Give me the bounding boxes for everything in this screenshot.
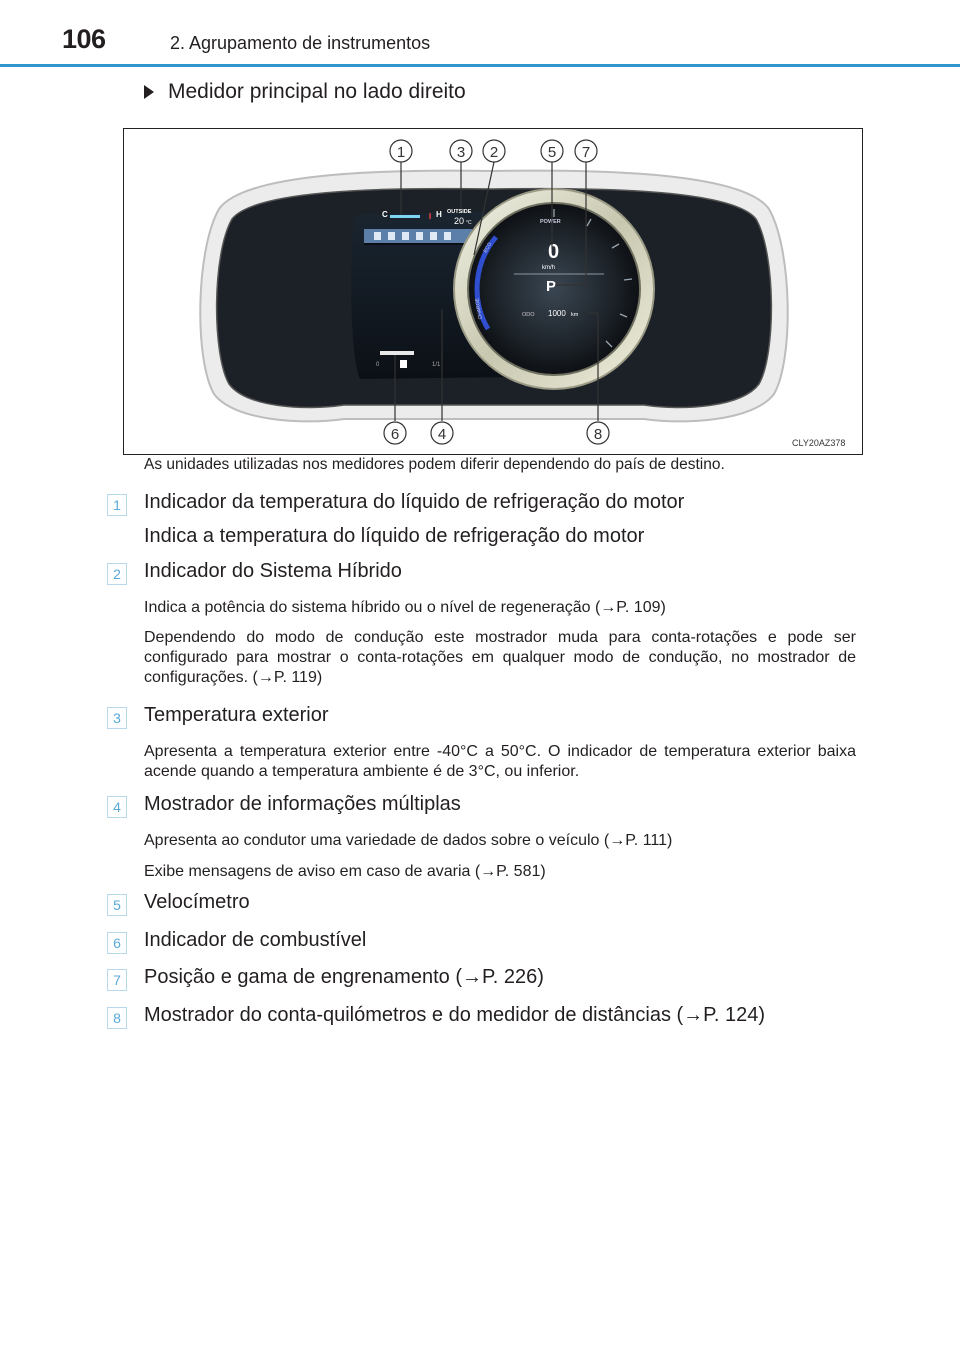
item-title: Indicador do Sistema Híbrido <box>144 560 402 582</box>
figure-caption: As unidades utilizadas nos medidores podem diferir dependendo do país de destino. <box>144 456 725 473</box>
item-description: Apresenta ao condutor uma variedade de dados sobre o veículo (→P. 111) <box>144 832 673 849</box>
callout-3: 3 <box>456 144 466 161</box>
fuel-pump-icon <box>400 360 407 368</box>
item-description: Indica a potência do sistema híbrido ou o nível de regeneração (→P. 109) <box>144 599 666 616</box>
odometer-unit: km <box>571 312 579 318</box>
fuel-empty-label: 0 <box>376 362 380 368</box>
callout-6: 6 <box>390 426 400 443</box>
item-number-box: 5 <box>107 894 127 916</box>
item-description: Apresenta a temperatura exterior entre -40°C a 50°C. O indicador de temperatura exterior baixa acende quando a temperatura ambiente é de 3°C, ou inferior. <box>144 743 856 780</box>
callouts-top <box>390 140 597 162</box>
outside-temp-value: 20 <box>454 216 465 226</box>
item-title: Indicador de combustível <box>144 929 367 951</box>
fuel-bar <box>380 351 414 355</box>
item-number-box: 3 <box>107 707 127 729</box>
power-label: POWER <box>540 219 561 225</box>
item-number-box: 1 <box>107 494 127 516</box>
callout-4: 4 <box>437 426 447 443</box>
temp-cold-label: C <box>382 210 388 219</box>
item-title: Velocímetro <box>144 891 250 913</box>
temp-hot-label: H <box>436 210 442 219</box>
coolant-temp-bar <box>390 215 420 218</box>
bullet-triangle-icon <box>144 85 154 99</box>
eco-label: ECO <box>482 241 494 254</box>
speed-value: 0 <box>548 241 560 263</box>
callout-2: 2 <box>489 144 499 161</box>
header-rule <box>0 64 960 67</box>
section-title: 2. Agrupamento de instrumentos <box>170 33 431 53</box>
subsection-heading <box>144 80 466 104</box>
item-number-box: 8 <box>107 1007 127 1029</box>
item-number-box: 7 <box>107 969 127 991</box>
item-title: Mostrador de informações múltiplas <box>144 793 461 815</box>
fuel-full-label: 1/1 <box>432 362 441 368</box>
callouts-bottom <box>384 422 609 444</box>
item-title: Indicador da temperatura do líquido de refrigeração do motor <box>144 491 685 513</box>
instrument-cluster-figure <box>123 128 863 455</box>
callout-8: 8 <box>593 426 603 443</box>
charge-label: CHARGE <box>474 297 484 320</box>
item-title: Posição e gama de engrenamento (→P. 226) <box>144 966 544 988</box>
callout-5: 5 <box>547 144 557 161</box>
item-title: Temperatura exterior <box>144 704 329 726</box>
callout-7: 7 <box>581 144 591 161</box>
subsection-title: Medidor principal no lado direito <box>168 80 466 103</box>
item-number-box: 2 <box>107 563 127 585</box>
figure-code: CLY20AZ378 <box>792 438 846 448</box>
item-description: Indica a temperatura do líquido de refrigeração do motor <box>144 525 645 547</box>
svg-text:°C: °C <box>466 220 472 226</box>
item-description: Exibe mensagens de aviso em caso de avaria (→P. 581) <box>144 863 546 880</box>
gear-indicator: P <box>546 278 557 295</box>
speed-unit: km/h <box>542 265 556 271</box>
callout-1: 1 <box>396 144 406 161</box>
outside-label: OUTSIDE <box>447 209 472 215</box>
item-title: Mostrador do conta-quilómetros e do medidor de distâncias (→P. 124) <box>144 1004 766 1026</box>
item-description: Dependendo do modo de condução este mostrador muda para conta-rotações e pode ser configurado para mostrar o conta-rotações em qualquer modo de condução, no mostrador de configurações. (→P. 119) <box>144 629 856 686</box>
odometer-label: ODO <box>522 312 535 318</box>
page-number: 106 <box>62 24 106 54</box>
page-header <box>0 0 960 70</box>
odometer-value: 1000 <box>548 309 566 318</box>
item-number-box: 4 <box>107 796 127 818</box>
item-number-box: 6 <box>107 932 127 954</box>
